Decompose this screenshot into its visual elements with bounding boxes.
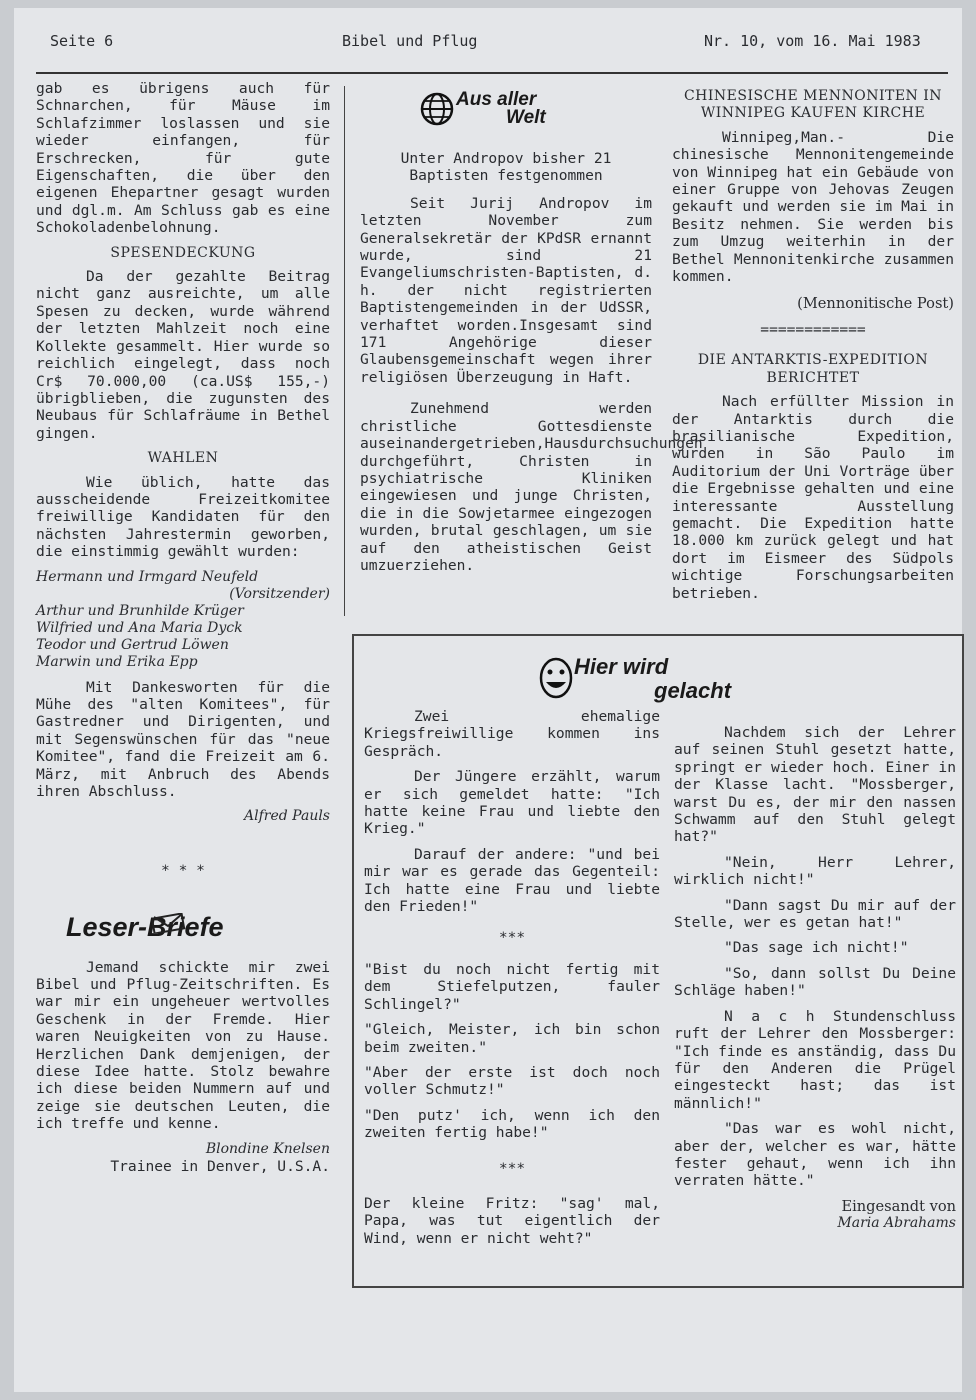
author-signature: Alfred Pauls bbox=[244, 808, 330, 825]
paragraph: Wie üblich, hatte das ausscheidende Freizeitkomitee freiwillige Kandidaten für den nächsten Jahrestermin geworben, die einstimmig gewählt wurden: bbox=[36, 473, 330, 561]
hier-wird-gelacht-logo: Hier wird gelacht bbox=[536, 652, 796, 706]
submitter-label: Eingesandt von bbox=[841, 1197, 956, 1215]
joke-text: N a c h Stundenschluss ruft der Lehrer den Mossberger: "Ich finde es anständig, dass Du für den Anderen die Prügel eingesteckt hast; das ist männlich!" bbox=[674, 1007, 956, 1112]
paragraph: Nach erfüllter Mission in der Antarktis durch die brasilianische Expedition, wurden in São Paulo im Auditorium der Uni Vorträge über die Ergebnisse gehalten und eine interessante Ausstellung gemacht. Die Expedition hatte 18.000 km zurück gelegt und hat dort im Eismeer des Südpols wichtige Forschungsarbeiten betrieben. bbox=[672, 393, 954, 602]
section-heading: SPESENDECKUNG bbox=[110, 244, 256, 261]
paragraph: Da der gezahlte Beitrag nicht ganz ausreichte, um alle Spesen zu decken, wurde während der letzten Mahlzeit noch eine Kollekte gesammelt. Hier wurde so reichlich eingelegt, dass noch Cr$ 70.000,00 (ca.US$ 155,-) übrigblieben, die zugunsten des Neubaus für Schlafräume in Bethel gingen. bbox=[36, 268, 330, 442]
list-item: Hermann und Irmgard Neufeld bbox=[36, 568, 259, 585]
joke-text: "Dann sagst Du mir auf der Stelle, wer es getan hat!" bbox=[674, 896, 956, 932]
list-item: Arthur und Brunhilde Krüger bbox=[36, 602, 244, 619]
section-heading: WAHLEN bbox=[147, 450, 219, 467]
joke-text: Nachdem sich der Lehrer auf seinen Stuhl gesetzt hatte, springt er wieder hoch. Einer in der Klasse lacht. "Mossberger, warst Du es, der mir den nassen Schwamm auf den Stuhl gelegt hat?" bbox=[674, 724, 956, 846]
joke-text: Der Jüngere erzählt, warum er sich gemeldet hatte: "Ich hatte keine Frau und liebte den Krieg." bbox=[364, 768, 660, 838]
list-item: (Vorsitzender) bbox=[229, 585, 330, 602]
header-rule bbox=[36, 72, 948, 74]
joke-text: Der kleine Fritz: "sag' mal, Papa, was tut eigentlich der Wind, wenn er nicht weht?" bbox=[364, 1194, 660, 1247]
paragraph: Zunehmend werden christliche Gottesdienste auseinandergetrieben,Hausdurchsuchungen durchgeführt, Christen in psychiatrische Kliniken eingewiesen und junge Christen, die in die Sowjetarmee eingezogen wurden, brutal geschlagen, um sie auf den atheistischen Geist umzuerziehen. bbox=[360, 400, 703, 574]
joke-text: "Bist du noch nicht fertig mit dem Stiefelputzen, fauler Schlingel?" bbox=[364, 960, 660, 1013]
column-divider bbox=[344, 86, 345, 616]
humor-box bbox=[352, 634, 964, 1288]
article-headline: Unter Andropov bisher 21 Baptisten festgenommen bbox=[400, 150, 612, 185]
list-item: Wilfried und Ana Maria Dyck bbox=[36, 619, 243, 636]
committee-list bbox=[36, 569, 330, 671]
joke-text: "Gleich, Meister, ich bin schon beim zweiten." bbox=[364, 1021, 660, 1056]
column-2 bbox=[360, 84, 703, 582]
humor-right-column bbox=[674, 724, 956, 1233]
separator-line: ============ bbox=[760, 320, 866, 338]
author-signature: Blondine Knelsen bbox=[205, 1140, 330, 1157]
source-credit: (Mennonitische Post) bbox=[797, 295, 954, 313]
joke-text: "Nein, Herr Lehrer, wirklich nicht!" bbox=[674, 853, 956, 889]
list-item: Teodor und Gertrud Löwen bbox=[36, 636, 229, 653]
column-1 bbox=[36, 80, 330, 1176]
joke-text: "Aber der erste ist doch noch voller Schmutz!" bbox=[364, 1063, 660, 1099]
paragraph: Mit Dankesworten für die Mühe des "alten Komitees", für Gastredner und Dirigenten, und mit Segenswünschen für das "neue Komitee", fand die Freizeit am 6. März, mit Anbruch des Abends ihren Abschluss. bbox=[36, 678, 330, 800]
issue-date: Nr. 10, vom 16. Mai 1983 bbox=[704, 32, 921, 50]
joke-text: "Das sage ich nicht!" bbox=[724, 939, 909, 957]
publication-title: Bibel und Pflug bbox=[342, 32, 478, 50]
paragraph: Seit Jurij Andropov im letzten November zum Generalsekretär der KPdSR ernannt wurde, sind 21 Evangeliumschristen-Baptisten, d. h. der nicht registrierten Baptistengemeinden in der UdSSR, verhaftet worden.Insgesamt sind 171 Angehörige dieser Glaubensgemeinschaft wegen ihrer religiösen Überzeugung in Haft. bbox=[360, 194, 652, 386]
aus-aller-welt-logo: Aus aller Welt bbox=[360, 84, 652, 134]
laughing-face-icon bbox=[536, 656, 576, 702]
joke-text: Zwei ehemalige Kriegsfreiwillige kommen ins Gespräch. bbox=[364, 708, 660, 760]
separator-stars: *** bbox=[498, 929, 526, 947]
humor-left-column bbox=[364, 708, 660, 1255]
joke-text: "Das war es wohl nicht, aber der, welcher es war, hätte fester gehaut, wenn ich ihn verraten hätte." bbox=[674, 1120, 956, 1190]
envelope-icon bbox=[152, 913, 186, 933]
joke-text: Darauf der andere: "und bei mir war es gerade das Gegenteil: Ich hatte eine Frau und liebte den Frieden!" bbox=[364, 845, 660, 916]
joke-text: "So, dann sollst Du Deine Schläge haben!" bbox=[674, 964, 956, 1000]
section-heading: DIE ANTARKTIS-EXPEDITION BERICHTET bbox=[697, 352, 929, 386]
paragraph: Jemand schickte mir zwei Bibel und Pflug-Zeitschriften. Es war mir ein ungeheuer wertvolles Geschenk in der Fremde. Hier waren Neuigkeiten von zu Hause. Herzlichen Dank demjenigen, der diese Idee hatte. Stolz bewahre ich diese beiden Nummern auf und zeige sie deutschen Leuten, die ich treffe und kenne. bbox=[36, 958, 330, 1133]
submitter-name: Maria Abrahams bbox=[837, 1215, 956, 1232]
author-location: Trainee in Denver, U.S.A. bbox=[110, 1158, 330, 1176]
separator-stars: *** bbox=[498, 1159, 526, 1177]
list-item: Marwin und Erika Epp bbox=[36, 653, 198, 670]
separator-stars: * * * bbox=[161, 861, 205, 879]
section-heading: CHINESISCHE MENNONITEN IN WINNIPEG KAUFEN KIRCHE bbox=[683, 88, 943, 122]
column-3 bbox=[672, 88, 954, 610]
leser-briefe-logo: Leser-Briefe bbox=[66, 912, 224, 943]
joke-text: "Den putz' ich, wenn ich den zweiten fertig habe!" bbox=[364, 1106, 660, 1142]
globe-icon bbox=[420, 92, 454, 126]
paragraph: gab es übrigens auch für Schnarchen, für Mäuse im Schlafzimmer loslassen und sie wieder einfangen, für Erschrecken, für gute Eigenschaften, die über den eigenen Ehepartner gesagt wurden und dgl.m. Am Schluss gab es eine Schokoladenbelohnung. bbox=[36, 80, 330, 237]
paragraph: Winnipeg,Man.- Die chinesische Mennonitengemeinde von Winnipeg hat ein Gebäude von einer Gruppe von Jehovas Zeugen gekauft und werden sie im Mai in Besitz nehmen. Sie werden bis zum Umzug weiterhin in der Bethel Mennonitenkirche zusammen kommen. bbox=[672, 128, 954, 286]
page-number: Seite 6 bbox=[50, 32, 114, 50]
